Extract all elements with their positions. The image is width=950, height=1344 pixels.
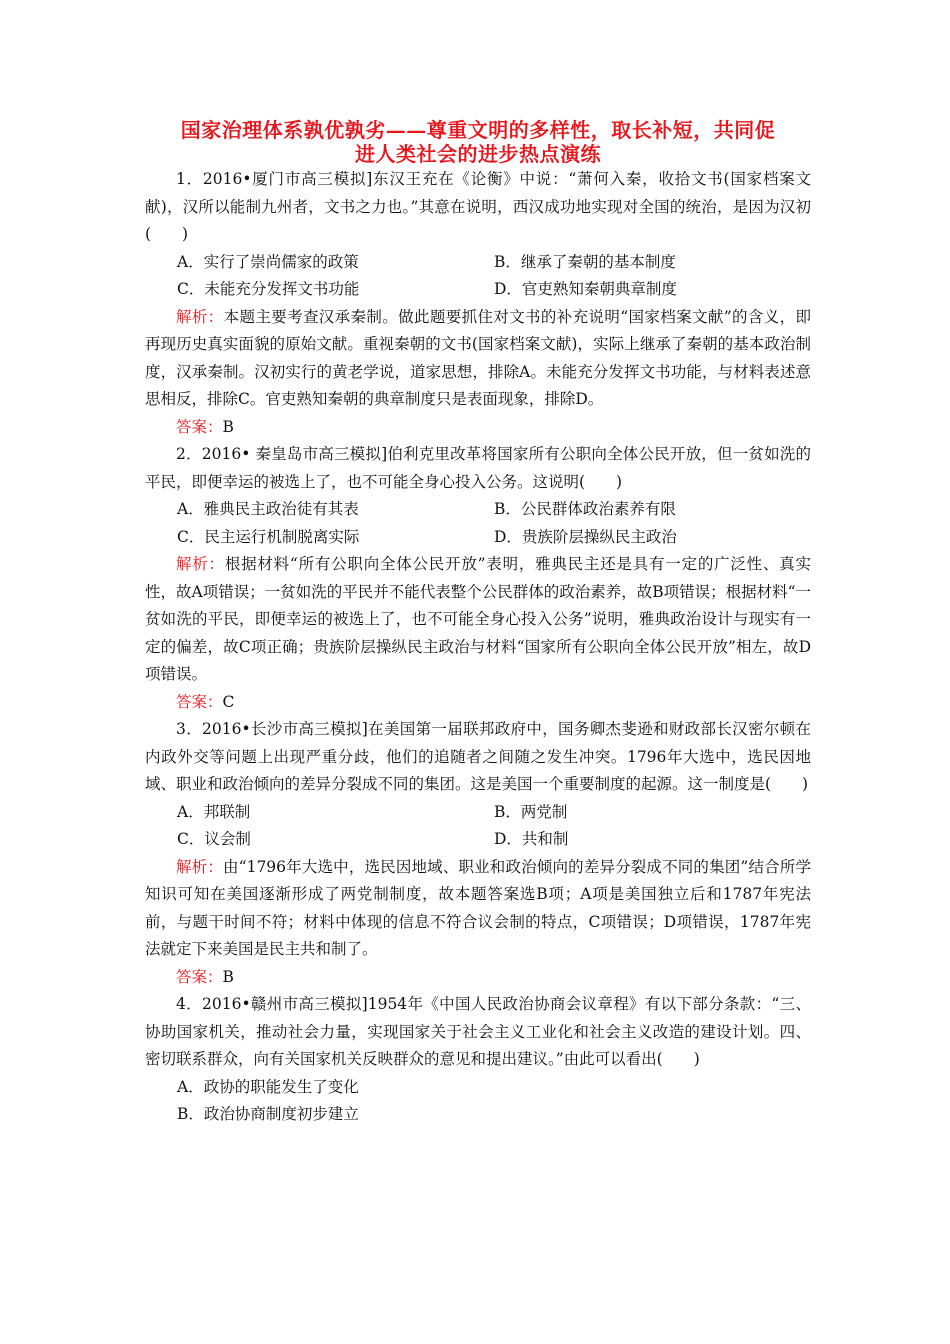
- question-stem: 1．2016•厦门市高三模拟]东汉王充在《论衡》中说：“萧何入秦，收拾文书(国家档案文献)，汉所以能制九州者，文书之力也。”其意在说明，西汉成功地实现对全国的统治，是因为汉初( ): [145, 170, 811, 243]
- question-stem: 4．2016•赣州市高三模拟]1954年《中国人民政治协商会议章程》有以下部分条款：“三、协助国家机关，推动社会力量，实现国家关于社会主义工业化和社会主义改造的建设计划。四、密切联系群众，向有关国家机关反映群众的意见和提出建议。”由此可以看出( ): [145, 995, 811, 1068]
- analysis-text: 由“1796年大选中，选民因地域、职业和政治倾向的差异分裂成不同的集团”结合所学知识可知在美国逐渐形成了两党制制度，故本题答案选B项；A项是美国独立后和1787年宪法前，与题干时间不符；材料中体现的信息不符合议会制的特点，C项错误；D项错误，1787年宪法就定下来美国是民主共和制了。: [145, 857, 811, 958]
- options: [145, 799, 811, 854]
- title-line-1: 国家治理体系孰优孰劣——尊重文明的多样性，取长补短，共同促: [180, 118, 776, 142]
- analysis: [145, 304, 811, 414]
- title-line-2: 进人类社会的进步热点演练: [355, 142, 601, 166]
- analysis: [145, 551, 811, 689]
- question-4: [145, 991, 811, 1129]
- analysis-label: 解析：: [176, 307, 224, 326]
- answer: [145, 414, 811, 442]
- answer-label: 答案：: [176, 967, 223, 986]
- options: [145, 249, 811, 304]
- answer-value: B: [222, 967, 234, 986]
- analysis-text: 根据材料“所有公职向全体公民开放”表明，雅典民主还是具有一定的广泛性、真实性，故A项错误；一贫如洗的平民并不能代表整个公民群体的政治素养，故B项错误；根据材料“一贫如洗的平民，即便幸运的被选上了，也不可能全身心投入公务”说明，雅典政治设计与现实有一定的偏差，故C项正确；贵族阶层操纵民主政治与材料“国家所有公职向全体公民开放”相左，故D项错误。: [145, 555, 812, 683]
- options: [145, 1074, 811, 1129]
- answer: [145, 964, 811, 992]
- option-a: A．政协的职能发生了变化: [177, 1077, 359, 1096]
- analysis-label: 解析：: [176, 555, 225, 573]
- option-c: C．未能充分发挥文书功能: [177, 280, 360, 298]
- question-stem: 2．2016• 秦皇岛市高三模拟]伯利克里改革将国家所有公职向全体公民开放，但一贫如洗的平民，即便幸运的被选上了，也不可能全身心投入公务。这说明( ): [145, 445, 811, 491]
- document-page: [145, 118, 811, 1129]
- question-1: [145, 166, 811, 441]
- answer-label: 答案：: [176, 692, 223, 711]
- question-2: [145, 441, 811, 716]
- option-a: A．邦联制: [177, 802, 251, 821]
- option-a: A．雅典民主政治徒有其表: [177, 500, 359, 518]
- option-b: B．两党制: [494, 802, 568, 821]
- option-d: D．共和制: [494, 830, 569, 848]
- answer-label: 答案：: [176, 417, 223, 436]
- question-3: [145, 716, 811, 991]
- option-a: A．实行了崇尚儒家的政策: [177, 252, 359, 271]
- options: [145, 496, 811, 551]
- option-c: C．民主运行机制脱离实际: [177, 527, 360, 546]
- option-b: B．政治协商制度初步建立: [177, 1105, 359, 1123]
- page-title: [145, 118, 811, 166]
- answer-value: C: [222, 692, 235, 711]
- analysis-label: 解析：: [176, 857, 223, 876]
- answer: [145, 689, 811, 717]
- option-b: B．公民群体政治素养有限: [494, 500, 676, 518]
- option-c: C．议会制: [177, 830, 251, 848]
- option-b: B．继承了秦朝的基本制度: [494, 252, 676, 271]
- option-d: D．贵族阶层操纵民主政治: [494, 527, 677, 546]
- option-d: D．官吏熟知秦朝典章制度: [494, 280, 677, 298]
- analysis-text: 本题主要考查汉承秦制。做此题要抓住对文书的补充说明“国家档案文献”的含义，即再现历史真实面貌的原始文献。重视秦朝的文书(国家档案文献)，实际上继承了秦朝的基本政治制度，汉承秦制。汉初实行的黄老学说，道家思想，排除A。未能充分发挥文书功能，与材料表述意思相反，排除C。官吏熟知秦朝的典章制度只是表面现象，排除D。: [145, 307, 811, 408]
- answer-value: B: [222, 417, 234, 436]
- analysis: [145, 854, 811, 964]
- question-stem: 3．2016•长沙市高三模拟]在美国第一届联邦政府中，国务卿杰斐逊和财政部长汉密尔顿在内政外交等问题上出现严重分歧，他们的追随者之间随之发生冲突。1796年大选中，选民因地域、职业和政治倾向的差异分裂成不同的集团。这是美国一个重要制度的起源。这一制度是( ): [145, 720, 811, 793]
